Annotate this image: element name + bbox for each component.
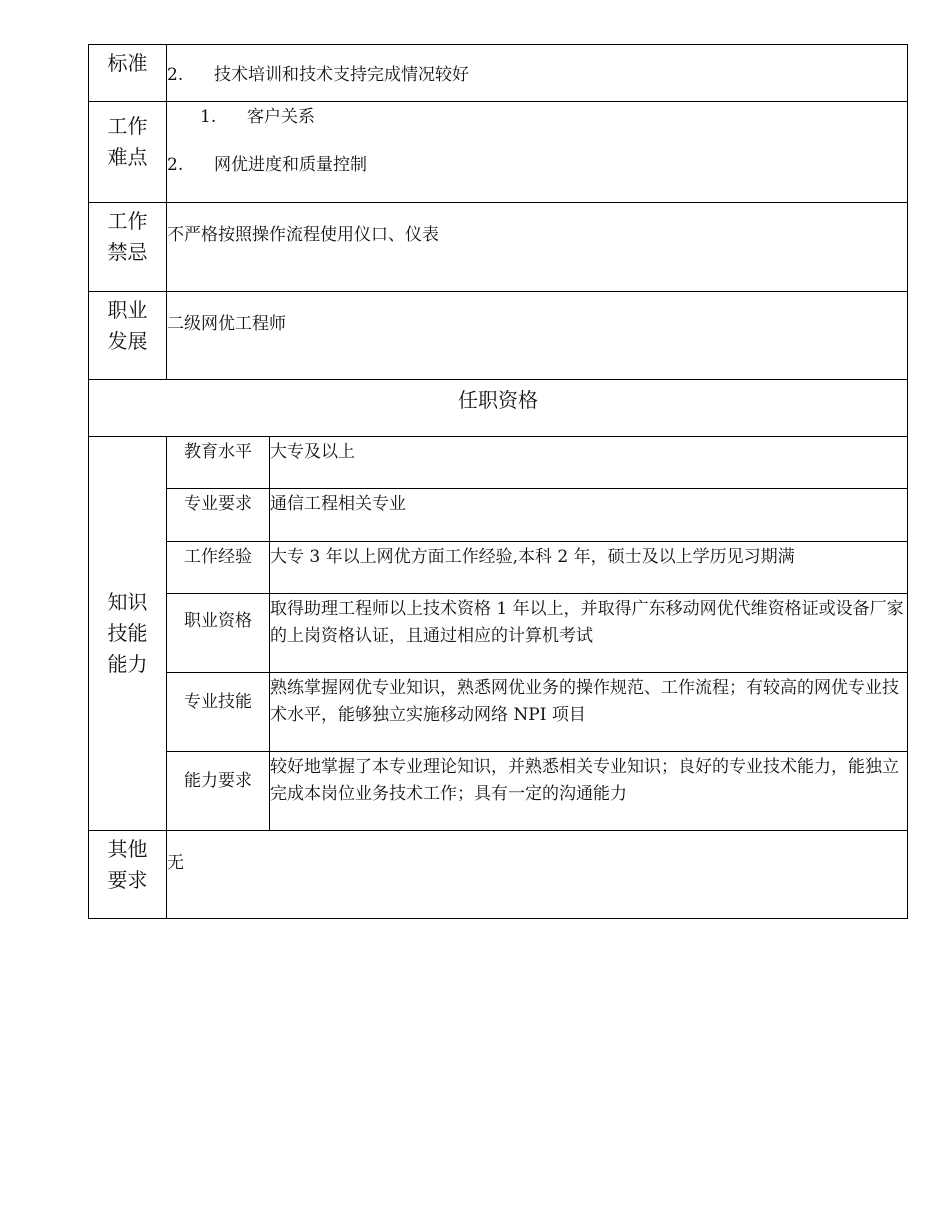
career-label-line1: 职业 [107, 298, 148, 322]
education-value: 大专及以上 [270, 437, 908, 489]
standard-item-text: 技术培训和技术支持完成情况较好 [214, 65, 469, 85]
career-content [167, 292, 908, 380]
experience-value: 大专 3 年以上网优方面工作经验,本科 2 年，硕士及以上学历见习期满 [270, 542, 908, 594]
knowledge-skills-label-line2: 技能 [107, 621, 148, 645]
standard-row [89, 45, 908, 102]
qualification-row-certification [89, 594, 908, 673]
certification-label: 职业资格 [167, 594, 270, 673]
difficulty-content [167, 102, 908, 203]
skills-value: 熟练掌握网优专业知识，熟悉网优业务的操作规范、工作流程；有较高的网优专业技术水平，能够独立实施移动网络 NPI 项目 [270, 673, 908, 752]
career-label-line2: 发展 [107, 329, 148, 353]
qualifications-heading: 任职资格 [89, 380, 908, 437]
taboo-content [167, 203, 908, 292]
difficulty-item-2-number: 2. [167, 155, 184, 175]
taboo-row [89, 203, 908, 292]
major-value: 通信工程相关专业 [270, 489, 908, 542]
standard-item [167, 62, 907, 89]
career-row [89, 292, 908, 380]
other-text: 无 [167, 853, 184, 873]
difficulty-item-1 [167, 104, 907, 152]
difficulty-item-1-text: 客户关系 [247, 107, 315, 127]
difficulty-label-cell [89, 102, 167, 203]
standard-label-cell [89, 45, 167, 102]
taboo-label-line1: 工作 [107, 209, 148, 233]
education-label: 教育水平 [167, 437, 270, 489]
difficulty-label-line1: 工作 [107, 114, 148, 138]
ability-value: 较好地掌握了本专业理论知识，并熟悉相关专业知识；良好的专业技术能力，能独立完成本岗位业务技术工作；具有一定的沟通能力 [270, 752, 908, 831]
difficulty-item-2-text: 网优进度和质量控制 [214, 155, 367, 175]
qualification-row-education [89, 437, 908, 489]
qualification-row-skills [89, 673, 908, 752]
qualification-row-experience [89, 542, 908, 594]
job-description-table [88, 44, 908, 919]
other-label-line1: 其他 [107, 837, 148, 861]
other-label-line2: 要求 [107, 868, 148, 892]
difficulty-item-2 [167, 152, 907, 179]
ability-label: 能力要求 [167, 752, 270, 831]
knowledge-skills-label-line3: 能力 [107, 652, 148, 676]
skills-label: 专业技能 [167, 673, 270, 752]
taboo-label-cell [89, 203, 167, 292]
certification-value: 取得助理工程师以上技术资格 1 年以上，并取得广东移动网优代维资格证或设备厂家的上岗资格认证，且通过相应的计算机考试 [270, 594, 908, 673]
knowledge-skills-label-cell [89, 437, 167, 831]
experience-label: 工作经验 [167, 542, 270, 594]
other-requirements-row [89, 831, 908, 919]
qualification-row-major [89, 489, 908, 542]
standard-content [167, 45, 908, 102]
other-label-cell [89, 831, 167, 919]
difficulty-item-1-number: 1. [200, 107, 217, 127]
major-label: 专业要求 [167, 489, 270, 542]
qualifications-heading-row [89, 380, 908, 437]
difficulty-row [89, 102, 908, 203]
taboo-label-line2: 禁忌 [107, 240, 148, 264]
difficulty-label-line2: 难点 [107, 145, 148, 169]
career-text: 二级网优工程师 [167, 314, 286, 334]
standard-label: 标准 [107, 51, 148, 75]
knowledge-skills-label-line1: 知识 [107, 590, 148, 614]
qualification-row-ability [89, 752, 908, 831]
other-content [167, 831, 908, 919]
standard-item-number: 2. [167, 65, 184, 85]
taboo-text: 不严格按照操作流程使用仪口、仪表 [167, 225, 439, 245]
career-label-cell [89, 292, 167, 380]
